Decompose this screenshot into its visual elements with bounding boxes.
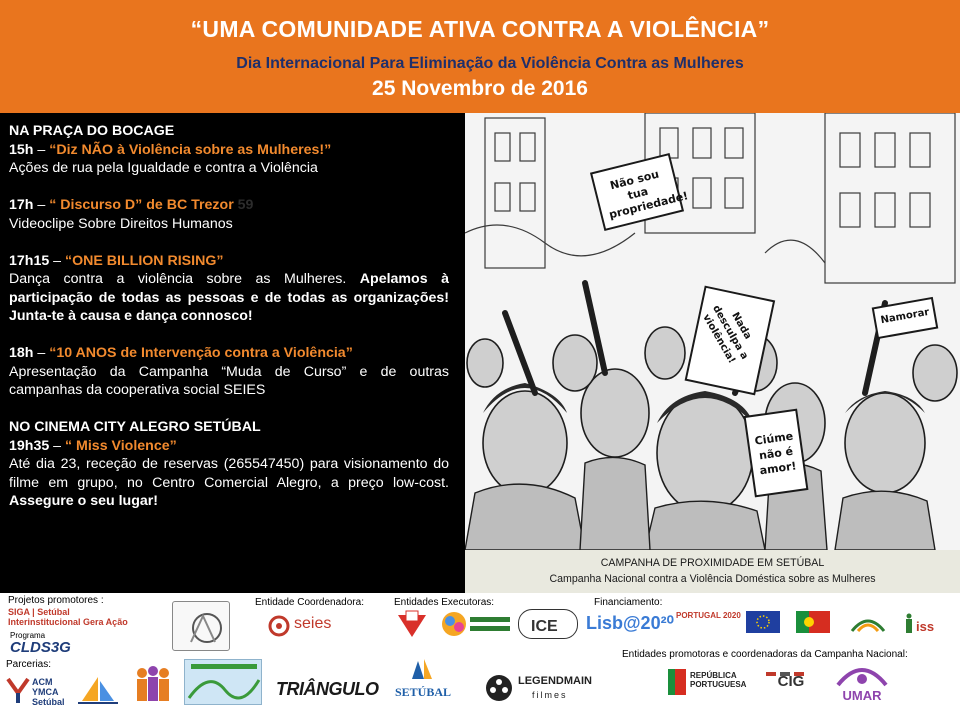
- cig-text: CIG: [777, 673, 805, 690]
- event-time: 17h15: [9, 252, 50, 269]
- acm-ymca-logo: [6, 673, 68, 709]
- siga-line-1: SIGA | Setúbal: [8, 607, 70, 617]
- clds-logo: CLDS3G: [10, 639, 71, 656]
- sailboat-icon: [72, 673, 124, 709]
- triangulo-logo: TRIÂNGULO: [276, 679, 379, 699]
- casa-logo: [172, 601, 230, 651]
- event-2: [9, 196, 465, 215]
- program-panel: [0, 113, 465, 593]
- republica-icon: [668, 669, 686, 695]
- ice-icon: [519, 610, 579, 640]
- setubal-text: SETÚBAL: [394, 685, 452, 699]
- caption-line-2: Campanha Nacional contra a Violência Doméstica sobre as Mulheres: [549, 573, 876, 585]
- people-icon: [132, 663, 174, 709]
- header-banner: [0, 0, 960, 113]
- cig-logo: [760, 665, 822, 703]
- executor-logo-1: [394, 609, 430, 641]
- spacer: [9, 233, 465, 252]
- ymca-icon: [6, 675, 30, 705]
- clds-label: Programa: [10, 631, 46, 640]
- event-call-to-action: Apelamos à participação de todas as pessoas e de todas as organizações! Junta-te à causa e dança connosco!: [9, 271, 449, 324]
- photo-caption: [465, 550, 960, 593]
- pt-flag-icon: [796, 611, 830, 633]
- event-title: “Diz NÃO à Violência sobre as Mulheres!”: [49, 141, 332, 158]
- comunitario-icon: [440, 607, 512, 641]
- executors-label: Entidades Executoras:: [394, 597, 495, 608]
- event-time: 19h35: [9, 437, 50, 454]
- seguranca-social-logo: [848, 611, 888, 635]
- national-campaign-label: Entidades promotoras e coordenadoras da Campanha Nacional:: [622, 649, 908, 660]
- event-4: [9, 344, 465, 363]
- svg-text:ICE: ICE: [531, 618, 558, 635]
- setubal-logo: [388, 657, 458, 705]
- umar-text: UMAR: [842, 688, 882, 703]
- republica-text: REPÚBLICA PORTUGUESA: [690, 671, 747, 689]
- umar-icon: [832, 661, 892, 687]
- page-subtitle: Dia Internacional Para Eliminação da Violência Contra as Mulheres: [236, 55, 744, 72]
- event-dash: –: [49, 437, 66, 454]
- iss-icon: [904, 613, 944, 637]
- portugal-flag-icon: [796, 611, 830, 633]
- film-reel-icon: [484, 673, 514, 703]
- sign-nada-desculpa: Nada desculpa a violência!: [700, 303, 754, 366]
- event-title: “ Miss Violence”: [65, 437, 177, 454]
- sign-ciume: Ciúme não é amor!: [753, 429, 798, 478]
- sign-namorar: Namorar: [879, 306, 931, 327]
- sailboat-logo: [72, 673, 124, 709]
- green-partner-icon: [185, 660, 263, 706]
- promoters-label: Projetos promotores :: [8, 595, 104, 606]
- eu-stars-icon: [746, 611, 780, 633]
- event-title-suffix: 59: [233, 197, 254, 213]
- page-title: “UMA COMUNIDADE ATIVA CONTRA A VIOLÊNCIA”: [190, 16, 770, 42]
- protest-photo: [465, 113, 960, 550]
- siga-logo: [8, 607, 128, 627]
- event-time: 17h: [9, 197, 34, 213]
- event-description: [9, 270, 449, 326]
- spacer: [9, 400, 465, 419]
- event-dash: –: [33, 197, 50, 213]
- seies-icon: [268, 615, 290, 637]
- venue-heading: NA PRAÇA DO BOCAGE: [9, 123, 175, 139]
- portugal2020-logo: [676, 611, 740, 639]
- coordinator-label: Entidade Coordenadora:: [255, 597, 364, 608]
- event-dash: –: [33, 141, 50, 158]
- umar-logo: [832, 661, 892, 709]
- people-logo: [132, 663, 174, 709]
- funding-label: Financiamento:: [594, 597, 663, 608]
- event-3: [9, 252, 465, 271]
- seies-logo: [268, 613, 378, 643]
- legendmain-text: LEGENDMAIN: [518, 675, 592, 687]
- executor-icon: [394, 609, 430, 641]
- acm-ymca-text: ACM YMCA Setúbal: [32, 677, 65, 707]
- portugal2020-text: PORTUGAL 2020: [676, 611, 741, 620]
- executor-logo-3: [518, 609, 578, 639]
- event-1: [9, 141, 465, 160]
- eu-flag-icon: [746, 611, 780, 633]
- republica-portuguesa-logo: [668, 667, 748, 703]
- event-dash: –: [33, 345, 50, 361]
- event-title: “ONE BILLION RISING”: [65, 252, 224, 269]
- event-time: 18h: [9, 345, 34, 361]
- event-description-text: Até dia 23, receção de reservas (265547450) para visionamento do filme em grupo, no Centro Comercial Alegro, a preço low-cost.: [9, 456, 449, 491]
- iss-logo: [904, 613, 944, 637]
- legendmain-logo: [484, 669, 594, 707]
- event-description: Ações de rua pela Igualdade e contra a Violência: [9, 160, 318, 176]
- event-5: [9, 437, 465, 456]
- setubal-icon: [388, 657, 458, 687]
- event-title: “ Discurso D” de BC Trezor: [49, 197, 234, 213]
- partners-label: Parcerias:: [6, 659, 52, 670]
- event-title: “10 ANOS de Intervenção contra a Violência”: [49, 345, 353, 361]
- sign-propriedade: Não sou tua propriedade!: [607, 167, 690, 222]
- event-description: Apresentação da Campanha “Muda de Curso” e de outras campanhas da cooperativa social SEIES: [9, 363, 449, 398]
- seies-text: seies: [294, 615, 332, 632]
- caption-line-1: CAMPANHA DE PROXIMIDADE EM SETÚBAL: [600, 557, 825, 569]
- siga-line-2: Interinstitucional Gera Ação: [8, 617, 128, 627]
- spacer: [9, 326, 465, 345]
- svg-text:iss: iss: [916, 619, 935, 634]
- event-dash: –: [49, 252, 66, 269]
- event-description: [9, 455, 449, 511]
- green-partner-logo: [184, 659, 262, 705]
- event-call-to-action: Assegure o seu lugar!: [9, 493, 159, 509]
- executor-logo-2: [440, 607, 512, 641]
- casa-icon: [173, 602, 231, 652]
- seguranca-social-icon: [848, 611, 888, 635]
- lisboa2020-logo: Lisb@20²⁰: [586, 613, 674, 633]
- footer-logos: [0, 593, 960, 720]
- spacer: [9, 178, 465, 197]
- event-time: 15h: [9, 141, 34, 158]
- event-date: 25 Novembro de 2016: [372, 77, 588, 100]
- legendmain-subtext: filmes: [532, 690, 568, 700]
- event-description-text: Dança contra a violência sobre as Mulheres.: [9, 271, 360, 287]
- event-description: Videoclipe Sobre Direitos Humanos: [9, 215, 233, 232]
- venue-heading: NO CINEMA CITY ALEGRO SETÚBAL: [9, 419, 261, 435]
